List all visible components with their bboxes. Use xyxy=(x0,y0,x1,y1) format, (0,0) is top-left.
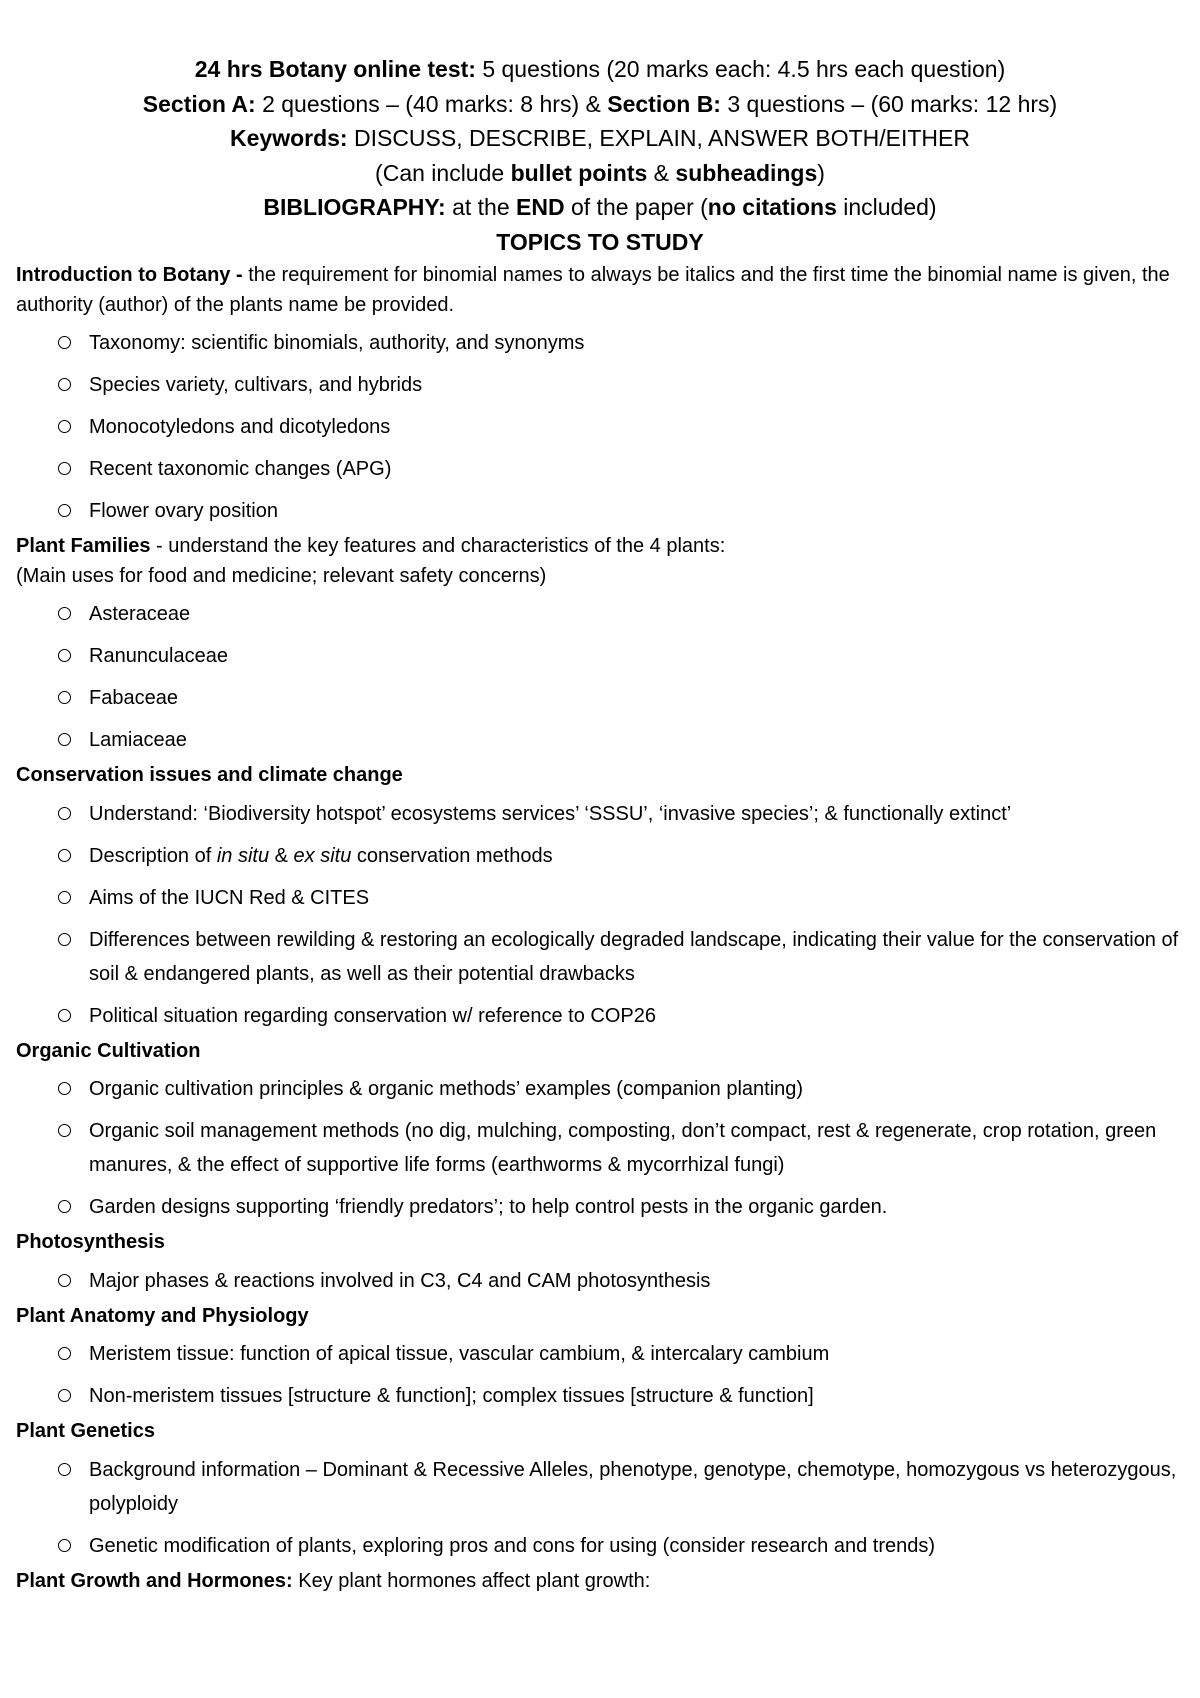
photosynthesis-items xyxy=(16,1264,1186,1298)
circle-bullet-icon xyxy=(58,1539,71,1552)
genetics-items xyxy=(16,1453,1186,1563)
list-item: Asteraceae xyxy=(16,597,1186,631)
conservation-items xyxy=(16,797,1186,1033)
circle-bullet-icon xyxy=(58,649,71,662)
list-item: Political situation regarding conservation w/ reference to COP26 xyxy=(16,999,1186,1033)
list-item: Ranunculaceae xyxy=(16,639,1186,673)
circle-bullet-icon xyxy=(58,462,71,475)
list-item: Background information – Dominant & Recessive Alleles, phenotype, genotype, chemotype, homozygous vs heterozygous, polyploidy xyxy=(16,1453,1186,1521)
families-note: (Main uses for food and medicine; relevant safety concerns) xyxy=(16,564,547,587)
list-item: Taxonomy: scientific binomials, authority, and synonyms xyxy=(16,326,1186,360)
list-item: Genetic modification of plants, exploring pros and cons for using (consider research and trends) xyxy=(16,1529,1186,1563)
list-item: Flower ovary position xyxy=(16,494,1186,528)
list-item: Monocotyledons and dicotyledons xyxy=(16,410,1186,444)
circle-bullet-icon xyxy=(58,420,71,433)
genetics-section-heading: Plant Genetics xyxy=(16,1420,155,1442)
list-item: Fabaceae xyxy=(16,681,1186,715)
list-item: Major phases & reactions involved in C3, C4 and CAM photosynthesis xyxy=(16,1264,1186,1298)
organic-items xyxy=(16,1072,1186,1224)
list-item: Recent taxonomic changes (APG) xyxy=(16,452,1186,486)
sections-line: Section A: 2 questions – (40 marks: 8 hrs) & Section B: 3 questions – (60 marks: 12 hrs) xyxy=(142,90,1058,117)
circle-bullet-icon xyxy=(58,607,71,620)
topics-list xyxy=(16,261,1186,1596)
list-item: Organic cultivation principles & organic methods’ examples (companion planting) xyxy=(16,1072,1186,1106)
circle-bullet-icon xyxy=(58,1463,71,1476)
organic-section-heading: Organic Cultivation xyxy=(16,1039,201,1062)
formatting-note-line: (Can include bullet points & subheadings) xyxy=(375,159,825,186)
list-item: Understand: ‘Biodiversity hotspot’ ecosystems services’ ‘SSSU’, ‘invasive species’; & functionally extinct’ xyxy=(16,797,1186,831)
circle-bullet-icon xyxy=(58,691,71,704)
families-section-heading: Plant Families - understand the key features and characteristics of the 4 plants: xyxy=(16,535,726,557)
list-item: Meristem tissue: function of apical tissue, vascular cambium, & intercalary cambium xyxy=(16,1337,1186,1371)
photosynthesis-section-heading: Photosynthesis xyxy=(16,1231,165,1253)
circle-bullet-icon xyxy=(58,378,71,391)
circle-bullet-icon xyxy=(58,1274,71,1287)
list-item: Differences between rewilding & restoring an ecologically degraded landscape, indicating their value for the conservation of soil & endangered plants, as well as their potential drawbacks xyxy=(16,923,1186,991)
intro-items xyxy=(16,326,1186,528)
test-info-header xyxy=(0,52,1200,259)
circle-bullet-icon xyxy=(58,336,71,349)
list-item: Species variety, cultivars, and hybrids xyxy=(16,368,1186,402)
conservation-section-heading: Conservation issues and climate change xyxy=(16,764,403,786)
circle-bullet-icon xyxy=(58,1347,71,1360)
list-item: Lamiaceae xyxy=(16,723,1186,757)
circle-bullet-icon xyxy=(58,849,71,862)
growth-section-heading: Plant Growth and Hormones: Key plant hormones affect plant growth: xyxy=(16,1569,651,1592)
bibliography-line: BIBLIOGRAPHY: at the END of the paper (no citations included) xyxy=(263,194,937,220)
circle-bullet-icon xyxy=(58,733,71,746)
circle-bullet-icon xyxy=(58,891,71,904)
topics-title: TOPICS TO STUDY xyxy=(496,228,704,255)
list-item: Non-meristem tissues [structure & function]; complex tissues [structure & function] xyxy=(16,1379,1186,1413)
intro-section-heading: Introduction to Botany - the requirement for binomial names to always be italics and the first time the binomial name is given, the authority (author) of the plants name be provided. xyxy=(16,264,1170,316)
circle-bullet-icon xyxy=(58,1009,71,1022)
anatomy-section-heading: Plant Anatomy and Physiology xyxy=(16,1304,309,1327)
circle-bullet-icon xyxy=(58,933,71,946)
circle-bullet-icon xyxy=(58,807,71,820)
circle-bullet-icon xyxy=(58,1200,71,1213)
anatomy-items xyxy=(16,1337,1186,1413)
list-item: Garden designs supporting ‘friendly predators’; to help control pests in the organic garden. xyxy=(16,1190,1186,1224)
families-items xyxy=(16,597,1186,757)
list-item: Description of in situ & ex situ conservation methods xyxy=(16,839,1186,873)
list-item: Aims of the IUCN Red & CITES xyxy=(16,881,1186,915)
circle-bullet-icon xyxy=(58,1389,71,1402)
test-summary-line: 24 hrs Botany online test: 5 questions (20 marks each: 4.5 hrs each question) xyxy=(194,56,1006,82)
circle-bullet-icon xyxy=(58,504,71,517)
keywords-line: Keywords: DISCUSS, DESCRIBE, EXPLAIN, ANSWER BOTH/EITHER xyxy=(230,125,970,151)
circle-bullet-icon xyxy=(58,1124,71,1137)
list-item: Organic soil management methods (no dig, mulching, composting, don’t compact, rest & regenerate, crop rotation, green manures, & the effect of supportive life forms (earthworms & mycorrhizal fungi) xyxy=(16,1114,1186,1182)
circle-bullet-icon xyxy=(58,1082,71,1095)
